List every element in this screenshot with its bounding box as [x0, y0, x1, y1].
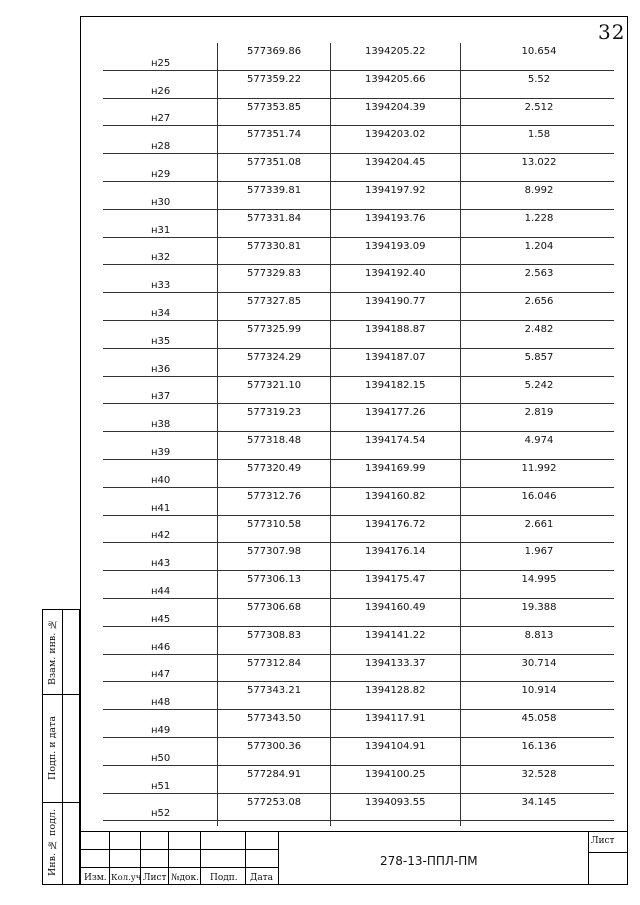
- side-stamp: [42, 609, 80, 885]
- distance-cell: 1.58: [527, 129, 551, 141]
- distance-cell: 11.992: [521, 462, 557, 474]
- sheet-label: Лист: [591, 836, 615, 846]
- table-row: [103, 516, 614, 544]
- point-cell: н35: [151, 335, 171, 347]
- table-row: [103, 432, 614, 460]
- distance-cell: 19.388: [521, 601, 557, 613]
- column-divider: [460, 43, 461, 826]
- x-coordinate-cell: 577284.91: [247, 768, 302, 780]
- data-label: Дата: [250, 873, 274, 883]
- podp-label: Подп.: [210, 873, 238, 883]
- point-cell: н45: [151, 613, 171, 625]
- x-coordinate-cell: 577343.21: [247, 685, 302, 697]
- y-coordinate-cell: 1394188.87: [365, 323, 426, 335]
- table-row: [103, 488, 614, 516]
- table-row: [103, 738, 614, 766]
- x-coordinate-cell: 577306.13: [247, 574, 302, 586]
- x-coordinate-cell: 577369.86: [247, 46, 302, 57]
- point-cell: н38: [151, 419, 171, 431]
- point-cell: н32: [151, 252, 171, 264]
- table-row: [103, 210, 614, 238]
- y-coordinate-cell: 1394182.15: [365, 379, 426, 391]
- distance-cell: 5.242: [524, 379, 554, 391]
- y-coordinate-cell: 1394177.26: [365, 407, 426, 419]
- y-coordinate-cell: 1394204.39: [365, 101, 426, 113]
- y-coordinate-cell: 1394093.55: [365, 796, 426, 808]
- point-cell: н44: [151, 585, 171, 597]
- x-coordinate-cell: 577321.10: [247, 379, 302, 391]
- x-coordinate-cell: 577308.83: [247, 629, 302, 641]
- point-cell: н31: [151, 224, 171, 236]
- distance-cell: 8.813: [524, 629, 554, 641]
- distance-cell: 1.204: [524, 240, 554, 252]
- x-coordinate-cell: 577351.08: [247, 157, 302, 169]
- izm-label: Изм.: [84, 873, 107, 883]
- distance-cell: 14.995: [521, 574, 557, 586]
- x-coordinate-cell: 577320.49: [247, 462, 302, 474]
- table-row: [103, 599, 614, 627]
- y-coordinate-cell: 1394193.76: [365, 212, 426, 224]
- distance-cell: 30.714: [521, 657, 557, 669]
- table-row: [103, 238, 614, 266]
- table-row: [103, 710, 614, 738]
- y-coordinate-cell: 1394203.02: [365, 129, 426, 141]
- point-cell: н30: [151, 196, 171, 208]
- x-coordinate-cell: 577253.08: [247, 796, 302, 808]
- distance-cell: 2.563: [524, 268, 554, 280]
- y-coordinate-cell: 1394205.22: [365, 46, 426, 57]
- point-cell: н48: [151, 697, 171, 709]
- table-row: [103, 460, 614, 488]
- point-cell: н51: [151, 780, 171, 792]
- y-coordinate-cell: 1394197.92: [365, 184, 426, 196]
- x-coordinate-cell: 577307.98: [247, 546, 302, 558]
- distance-cell: 2.482: [524, 323, 554, 335]
- point-cell: н41: [151, 502, 171, 514]
- distance-cell: 2.819: [524, 407, 554, 419]
- point-cell: н34: [151, 307, 171, 319]
- table-row: [103, 404, 614, 432]
- point-cell: н46: [151, 641, 171, 653]
- table-row: [103, 766, 614, 794]
- x-coordinate-cell: 577359.22: [247, 73, 302, 85]
- distance-cell: 2.661: [524, 518, 554, 530]
- table-row: [103, 99, 614, 127]
- x-coordinate-cell: 577325.99: [247, 323, 302, 335]
- x-coordinate-cell: 577343.50: [247, 713, 302, 725]
- point-cell: н29: [151, 168, 171, 180]
- x-coordinate-cell: 577312.76: [247, 490, 302, 502]
- column-divider: [330, 43, 331, 826]
- distance-cell: 13.022: [521, 157, 557, 169]
- x-coordinate-cell: 577318.48: [247, 435, 302, 447]
- table-row: [103, 265, 614, 293]
- point-cell: н42: [151, 530, 171, 542]
- x-coordinate-cell: 577324.29: [247, 351, 302, 363]
- x-coordinate-cell: 577306.68: [247, 601, 302, 613]
- distance-cell: 2.656: [524, 296, 554, 308]
- table-row: [103, 293, 614, 321]
- table-row: [103, 543, 614, 571]
- distance-cell: 45.058: [521, 713, 557, 725]
- column-divider: [217, 43, 218, 826]
- y-coordinate-cell: 1394160.49: [365, 601, 426, 613]
- table-row: [103, 377, 614, 405]
- table-row: [103, 126, 614, 154]
- table-row: [103, 349, 614, 377]
- vzam-inv-label: Взам. инв. №: [47, 618, 58, 686]
- distance-cell: 16.046: [521, 490, 557, 502]
- inv-podl-label: Инв. № подл.: [47, 809, 58, 877]
- point-cell: н50: [151, 752, 171, 764]
- point-cell: н43: [151, 558, 171, 570]
- distance-cell: 10.654: [521, 46, 557, 57]
- kol-uch-label: Кол.уч: [111, 873, 142, 883]
- x-coordinate-cell: 577327.85: [247, 296, 302, 308]
- y-coordinate-cell: 1394176.72: [365, 518, 426, 530]
- y-coordinate-cell: 1394160.82: [365, 490, 426, 502]
- distance-cell: 5.52: [527, 73, 551, 85]
- distance-cell: 16.136: [521, 740, 557, 752]
- y-coordinate-cell: 1394169.99: [365, 462, 426, 474]
- y-coordinate-cell: 1394117.91: [365, 713, 426, 725]
- ndok-label: №док.: [171, 873, 199, 883]
- x-coordinate-cell: 577330.81: [247, 240, 302, 252]
- point-cell: н52: [151, 808, 171, 820]
- x-coordinate-cell: 577353.85: [247, 101, 302, 113]
- table-row: [103, 655, 614, 683]
- point-cell: н37: [151, 391, 171, 403]
- y-coordinate-cell: 1394176.14: [365, 546, 426, 558]
- y-coordinate-cell: 1394187.07: [365, 351, 426, 363]
- point-cell: н36: [151, 363, 171, 375]
- distance-cell: 2.512: [524, 101, 554, 113]
- y-coordinate-cell: 1394133.37: [365, 657, 426, 669]
- y-coordinate-cell: 1394174.54: [365, 435, 426, 447]
- table-row: [103, 182, 614, 210]
- distance-cell: 10.914: [521, 685, 557, 697]
- y-coordinate-cell: 1394205.66: [365, 73, 426, 85]
- table-row: [103, 627, 614, 655]
- distance-cell: 34.145: [521, 796, 557, 808]
- table-row: [103, 43, 614, 71]
- podp-data-label: Подп. и дата: [47, 716, 58, 781]
- document-code: 278-13-ППЛ-ПМ: [380, 854, 478, 868]
- coordinates-table: [103, 43, 614, 821]
- y-coordinate-cell: 1394193.09: [365, 240, 426, 252]
- x-coordinate-cell: 577312.84: [247, 657, 302, 669]
- y-coordinate-cell: 1394192.40: [365, 268, 426, 280]
- title-block: [80, 831, 628, 885]
- point-cell: н39: [151, 446, 171, 458]
- y-coordinate-cell: 1394175.47: [365, 574, 426, 586]
- x-coordinate-cell: 577351.74: [247, 129, 302, 141]
- y-coordinate-cell: 1394128.82: [365, 685, 426, 697]
- x-coordinate-cell: 577339.81: [247, 184, 302, 196]
- table-row: [103, 321, 614, 349]
- x-coordinate-cell: 577300.36: [247, 740, 302, 752]
- point-cell: н49: [151, 724, 171, 736]
- x-coordinate-cell: 577331.84: [247, 212, 302, 224]
- table-row: [103, 71, 614, 99]
- y-coordinate-cell: 1394190.77: [365, 296, 426, 308]
- distance-cell: 1.228: [524, 212, 554, 224]
- table-row: [103, 794, 614, 822]
- distance-cell: 5.857: [524, 351, 554, 363]
- x-coordinate-cell: 577319.23: [247, 407, 302, 419]
- y-coordinate-cell: 1394204.45: [365, 157, 426, 169]
- page-number: 32: [598, 20, 626, 44]
- point-cell: н33: [151, 280, 171, 292]
- table-row: [103, 154, 614, 182]
- table-row: [103, 571, 614, 599]
- table-row: [103, 682, 614, 710]
- point-cell: н47: [151, 669, 171, 681]
- point-cell: н25: [151, 57, 171, 69]
- x-coordinate-cell: 577310.58: [247, 518, 302, 530]
- distance-cell: 1.967: [524, 546, 554, 558]
- point-cell: н26: [151, 85, 171, 97]
- distance-cell: 4.974: [524, 435, 554, 447]
- y-coordinate-cell: 1394104.91: [365, 740, 426, 752]
- distance-cell: 32.528: [521, 768, 557, 780]
- point-cell: н27: [151, 113, 171, 125]
- distance-cell: 8.992: [524, 184, 554, 196]
- y-coordinate-cell: 1394100.25: [365, 768, 426, 780]
- point-cell: н28: [151, 141, 171, 153]
- y-coordinate-cell: 1394141.22: [365, 629, 426, 641]
- list-label: Лист: [143, 873, 167, 883]
- point-cell: н40: [151, 474, 171, 486]
- x-coordinate-cell: 577329.83: [247, 268, 302, 280]
